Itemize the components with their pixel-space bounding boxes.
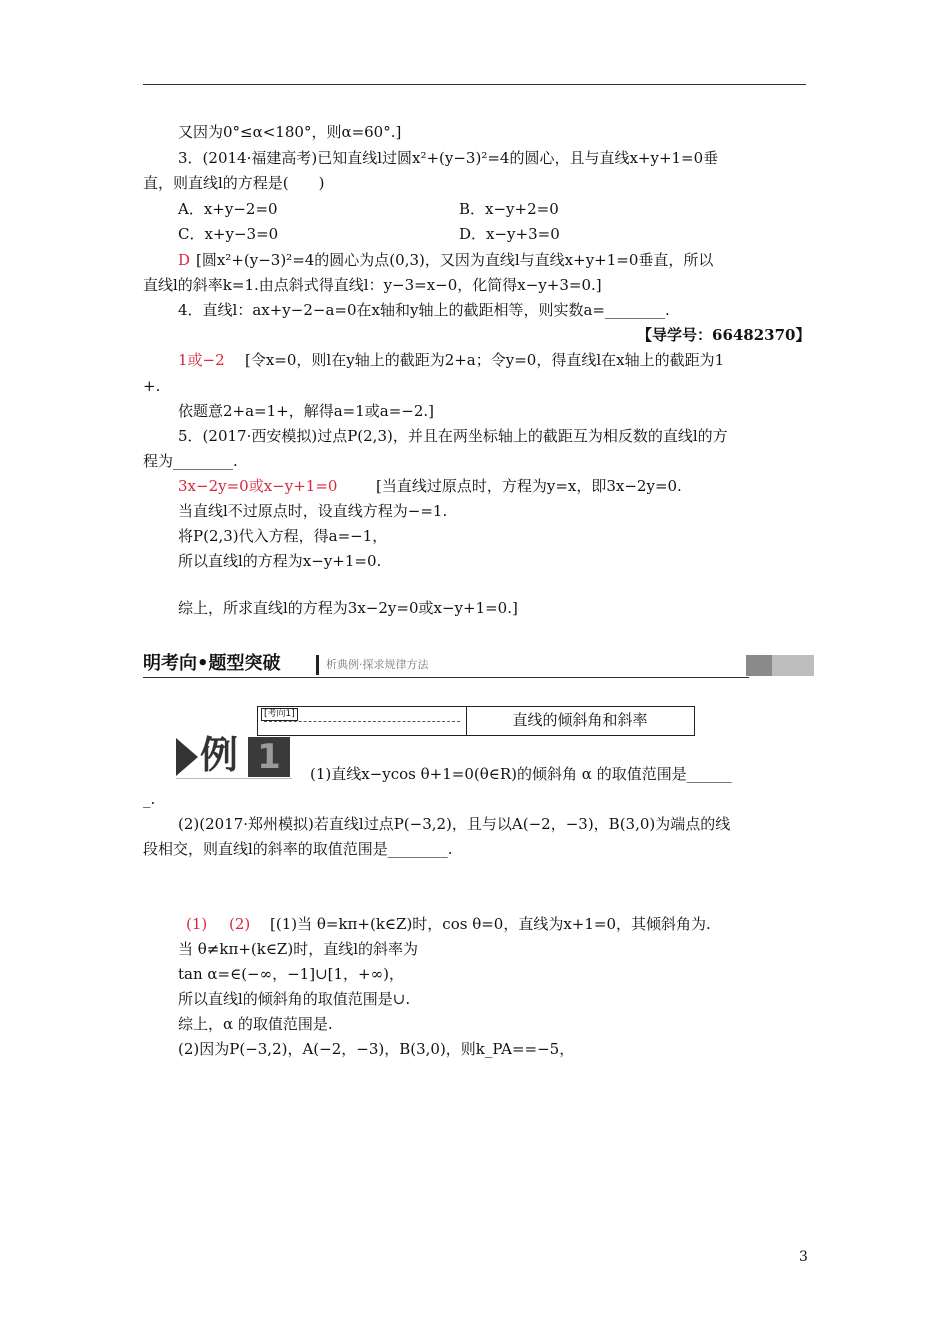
q4-solution-line2: +. [143,377,161,395]
section-title: 明考向•题型突破 [143,653,281,674]
topic-tag: [考向1] [261,708,298,721]
topic-dashed-line [264,721,460,722]
q5-stem-line2: 程为________. [143,452,238,470]
topic-title: 直线的倾斜角和斜率 [512,711,648,729]
q3-option-a: A．x+y−2=0 [178,200,278,218]
example-answer-2: (2) [229,915,251,933]
example-answer-1: (1) [186,915,208,933]
q3-solution-line2: 直线l的斜率k=1.由点斜式得直线l：y−3=x−0，化简得x−y+3=0.] [143,276,602,294]
q5-solution-line3: 将P(2,3)代入方程，得a=−1， [178,527,388,545]
q3-stem-line1: 3．(2014·福建高考)已知直线l过圆x²+(y−3)²=4的圆心，且与直线x+y+1=0垂 [178,149,719,167]
section-underline [143,677,749,678]
q5-solution-line1: [当直线过原点时，方程为y=x，即3x−2y=0. [376,477,682,495]
q5-solution-line5: 综上，所求直线l的方程为3x−2y=0或x−y+1=0.] [178,599,518,617]
example-solution-line3: tan α=∈(−∞，−1]∪[1，+∞)， [178,965,404,983]
section-divider [316,655,319,675]
section-decor-dark [746,655,772,676]
q3-option-b: B．x−y+2=0 [459,200,559,218]
q3-stem-line2: 直，则直线l的方程是( ) [143,174,325,192]
section-header [143,653,814,679]
topic-box [257,706,695,736]
q4-guide-number: 【导学号：66482370】 [637,326,811,344]
example-badge [176,735,292,779]
example-solution-line2: 当 θ≠kπ+(k∈Z)时，直线l的斜率为 [178,940,419,958]
q5-stem-line1: 5．(2017·西安模拟)过点P(2,3)，并且在两坐标轴上的截距互为相反数的直线l的方 [178,427,728,445]
q3-answer: D [178,251,191,269]
header-rule [143,84,806,85]
example-q2-line2: 段相交，则直线l的斜率的取值范围是________. [143,840,453,858]
page-number: 3 [799,1249,808,1265]
example-underline [176,778,292,779]
q5-solution-line4: 所以直线l的方程为x−y+1=0. [178,552,382,570]
example-solution-line5: 综上，α 的取值范围是. [178,1015,333,1033]
q3-option-d: D．x−y+3=0 [459,225,560,243]
q5-answer: 3x−2y=0或x−y+1=0 [178,477,338,495]
q4-solution-line3: 依题意2+a=1+，解得a=1或a=−2.] [178,402,435,420]
q4-solution-line1: [令x=0，则l在y轴上的截距为2+a；令y=0，得直线l在x轴上的截距为1 [245,351,725,369]
example-label: 例 [200,733,239,777]
q4-stem: 4．直线l：ax+y−2−a=0在x轴和y轴上的截距相等，则实数a=________. [178,301,670,319]
example-q1-line1: (1)直线x−ycos θ+1=0(θ∈R)的倾斜角 α 的取值范围是______ [310,765,732,783]
example-q1-line2: _. [143,790,156,808]
example-solution-line6: (2)因为P(−3,2)，A(−2，−3)，B(3,0)，则k_PA==−5， [178,1040,575,1058]
q5-solution-line2: 当直线l不过原点时，设直线方程为−=1. [178,502,448,520]
section-decor-light [772,655,814,676]
example-q2-line1: (2)(2017·郑州模拟)若直线l过点P(−3,2)，且与以A(−2，−3)，B(3,0)为端点的线 [178,815,731,833]
q3-solution-line1: [圆x²+(y−3)²=4的圆心为点(0,3)，又因为直线l与直线x+y+1=0垂直，所以 [196,251,714,269]
prev-solution-tail: 又因为0°≤α<180°，则α=60°.] [178,123,402,141]
example-number: 1 [257,737,281,777]
triangle-arrow-icon [176,738,198,776]
example-solution-line4: 所以直线l的倾斜角的取值范围是∪. [178,990,411,1008]
q4-answer: 1或−2 [178,351,225,369]
section-subtitle: 析典例·探求规律方法 [326,658,429,671]
example-solution-line1: [(1)当 θ=kπ+(k∈Z)时，cos θ=0，直线为x+1=0，其倾斜角为. [270,915,711,933]
q3-option-c: C．x+y−3=0 [178,225,279,243]
